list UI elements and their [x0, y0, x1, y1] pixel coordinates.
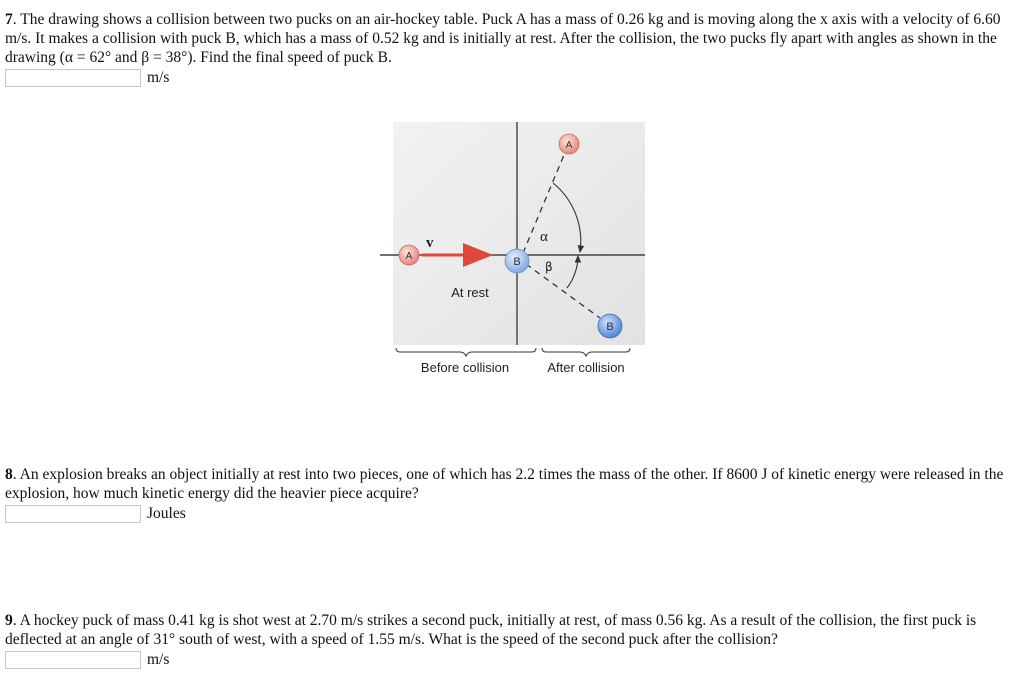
- velocity-label: v: [426, 235, 434, 251]
- answer-input-8[interactable]: [5, 505, 141, 523]
- question-8: [5, 465, 1021, 524]
- question-body: . A hockey puck of mass 0.41 kg is shot west at 2.70 m/s strikes a second puck, initially at rest, of mass 0.56 kg. As a result of the collision, the first puck is deflected at an angle of 31° south of west, with a speed of 1.55 m/s. What is the speed of the second puck after the collision?: [5, 612, 977, 648]
- unit-label-8: Joules: [147, 505, 186, 522]
- after-collision-label: After collision: [547, 360, 625, 375]
- at-rest-label: At rest: [451, 285, 489, 300]
- question-9: [5, 611, 1021, 670]
- puck-a-after-label: A: [565, 140, 573, 151]
- answer-row-8: [5, 504, 1021, 524]
- question-body: . An explosion breaks an object initially at rest into two pieces, one of which has 2.2 times the mass of the other. If 8600 J of kinetic energy were released in the explosion, how much kinetic energy did the heavier piece acquire?: [5, 466, 1004, 502]
- question-number: 8: [5, 466, 13, 483]
- question-9-text: [5, 611, 1021, 649]
- before-collision-label: Before collision: [420, 360, 510, 375]
- beta-label: β: [545, 260, 553, 274]
- after-brace: [542, 348, 630, 356]
- puck-b-after-label: B: [606, 321, 614, 333]
- question-8-text: [5, 465, 1021, 503]
- alpha-label: α: [540, 229, 548, 245]
- before-brace: [396, 348, 536, 356]
- unit-label-9: m/s: [147, 651, 170, 668]
- unit-label-7: m/s: [147, 69, 170, 86]
- puck-b-before-label: B: [513, 256, 521, 268]
- puck-a-before-label: A: [405, 251, 413, 262]
- answer-input-9[interactable]: [5, 651, 141, 669]
- question-number: 7: [5, 11, 13, 28]
- table-board: [393, 122, 645, 345]
- answer-row-9: [5, 650, 1021, 670]
- question-body: . The drawing shows a collision between two pucks on an air-hockey table. Puck A has a mass of 0.26 kg and is moving along the x axis with a velocity of 6.60 m/s. It makes a collision with puck B, which has a mass of 0.52 kg and is initially at rest. After the collision, the two pucks fly apart with angles as shown in the drawing (α = 62° and β = 38°). Find the final speed of puck B.: [5, 11, 1001, 66]
- question-number: 9: [5, 612, 13, 629]
